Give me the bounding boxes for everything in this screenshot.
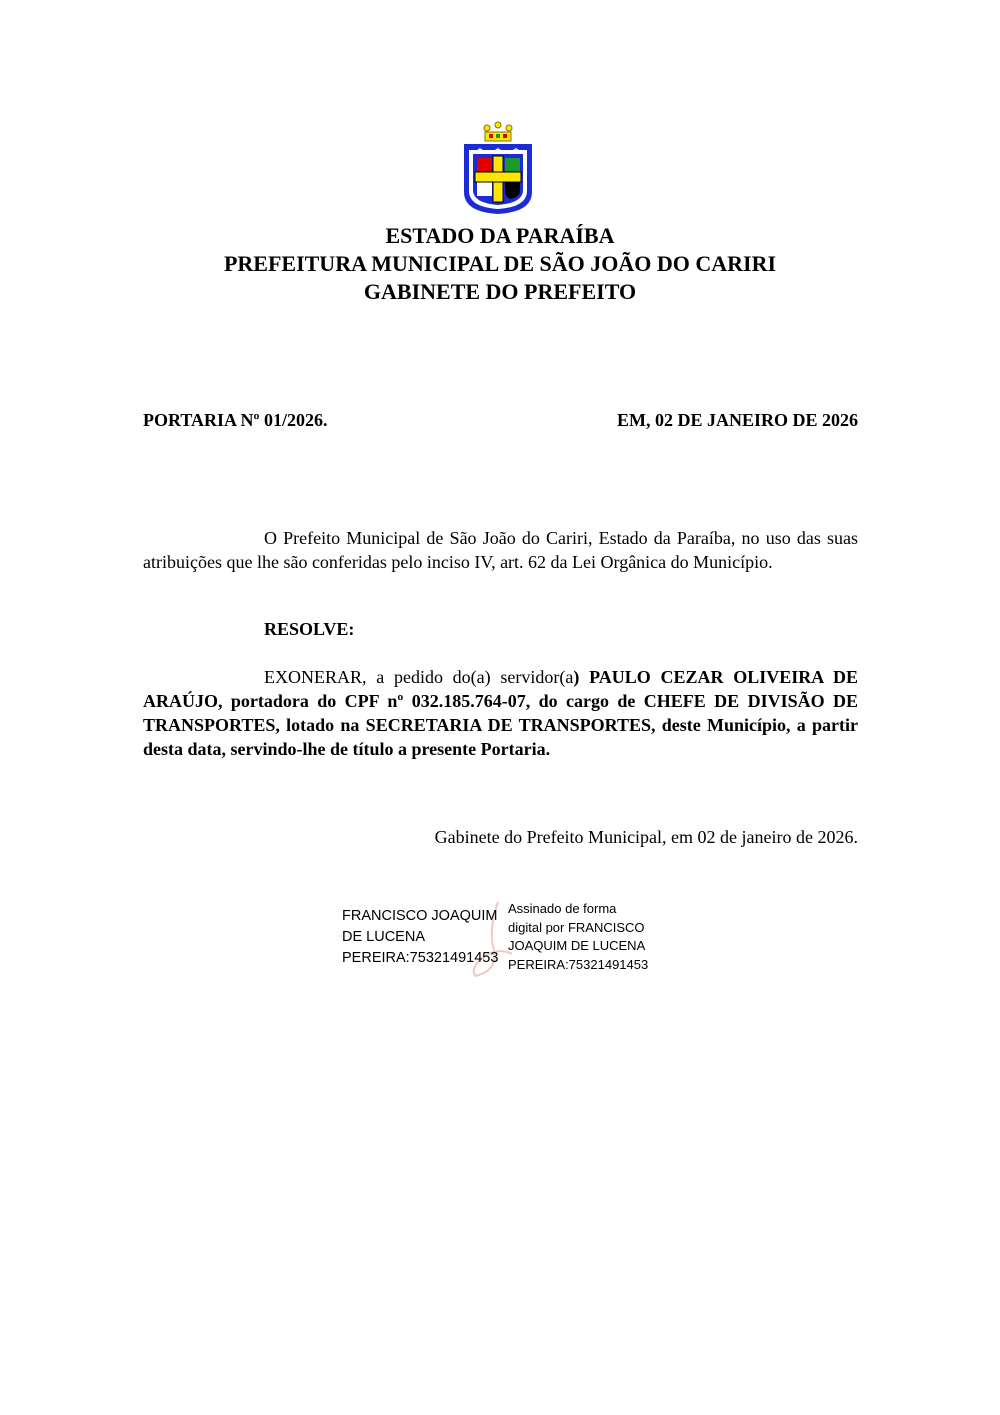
resolution-text-plain: EXONERAR, a pedido do(a) servidor(a bbox=[264, 667, 574, 687]
header-prefecture: PREFEITURA MUNICIPAL DE SÃO JOÃO DO CARIRI bbox=[223, 251, 777, 276]
header-state: ESTADO DA PARAÍBA bbox=[385, 223, 615, 248]
portaria-date: EM, 02 DE JANEIRO DE 2026 bbox=[616, 410, 858, 430]
signature-details bbox=[508, 900, 648, 974]
signer-name-line: DE LUCENA bbox=[342, 929, 425, 945]
signature-details-line: JOAQUIM DE LUCENA bbox=[508, 938, 646, 953]
closing-line: Gabinete do Prefeito Municipal, em 02 de janeiro de 2026. bbox=[434, 827, 858, 847]
document-header bbox=[0, 222, 1000, 306]
signature-details-line: PEREIRA:75321491453 bbox=[508, 956, 649, 972]
municipal-coat-of-arms-icon bbox=[460, 120, 536, 216]
resolution-paragraph bbox=[143, 665, 858, 761]
signer-name-line: FRANCISCO JOAQUIM bbox=[342, 908, 498, 924]
svg-text:✱: ✱ bbox=[495, 147, 501, 155]
signature-details-line: Assinado de forma bbox=[508, 901, 617, 916]
intro-paragraph: O Prefeito Municipal de São João do Cariri, Estado da Paraíba, no uso das suas atribuições que lhe são conferidas pelo inciso IV, art. 62 da Lei Orgânica do Município. bbox=[143, 528, 858, 572]
resolution-text-bold: ) PAULO CEZAR OLIVEIRA DE ARAÚJO, portadora do CPF nº 032.185.764-07, do cargo de CHEFE DE DIVISÃO DE TRANSPORTES, lotado na SECRETARIA DE TRANSPORTES, deste Município, a partir desta data, servindo-lhe de título a presente Portaria. bbox=[143, 667, 858, 759]
signer-name bbox=[342, 906, 498, 969]
resolve-heading: RESOLVE: bbox=[264, 619, 355, 639]
portaria-row bbox=[143, 410, 858, 436]
portaria-number: PORTARIA Nº 01/2026. bbox=[143, 410, 328, 430]
signature-details-line: digital por FRANCISCO bbox=[508, 919, 645, 935]
digital-signature bbox=[340, 898, 680, 983]
signer-name-line: PEREIRA:75321491453 bbox=[342, 950, 499, 966]
svg-text:✱: ✱ bbox=[477, 147, 483, 155]
svg-text:✱: ✱ bbox=[513, 147, 519, 155]
header-office: GABINETE DO PREFEITO bbox=[363, 279, 637, 304]
